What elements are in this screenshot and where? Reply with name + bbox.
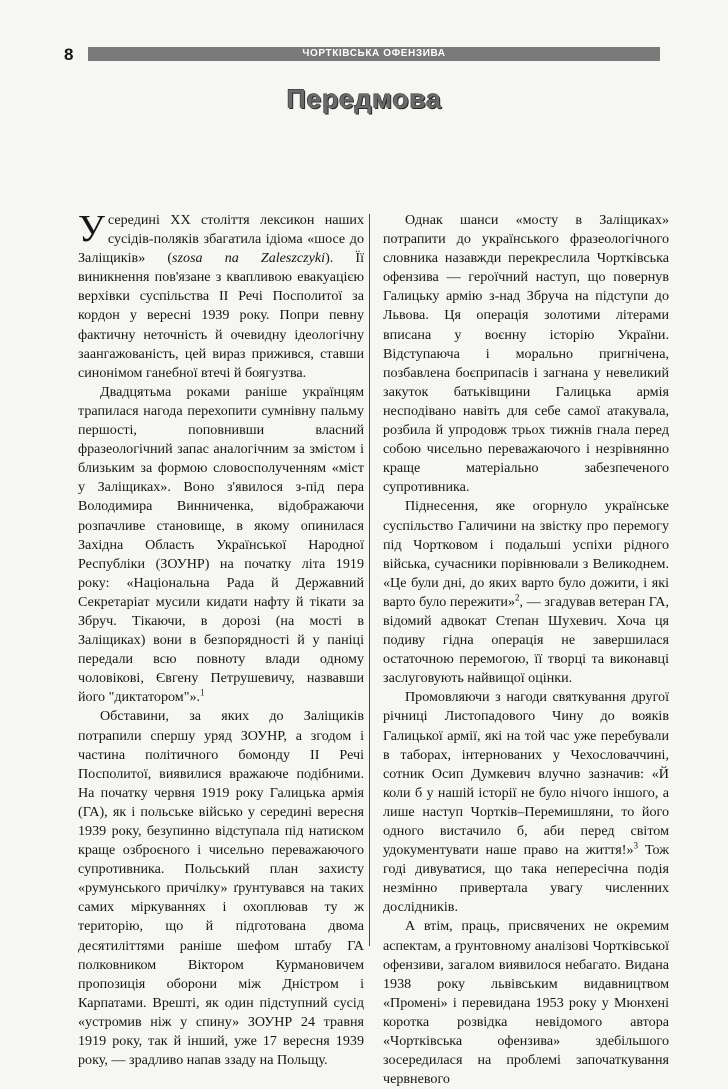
paragraph-text: А втім, праць, присвячених не окремим аспектам, а ґрунтовному аналізові Чортківської офензиви, загалом виявилося небагато. Видана 1938 року львівським видавництвом «Промені» і перевидана 1953 року у Мюнхені коротка розвідка невідомого автора «Чортківська офензива» здебільшого зосередилася на проблемі започаткування червневого <box>383 918 669 1088</box>
paragraph-text: Обставини, за яких до Заліщиків потрапили спершу уряд ЗОУНР, а згодом і частина політичного бомонду ІІ Речі Посполитої, виявилися вражаюче подібними. На початку червня 1919 року Галицька армія (ГА), як і польське військо у середині вересня 1939 року, безупинно відступала під натиском краще озброєного і чисельно переважаючого супротивника. Польський план захисту «румунського причілку» ґрунтувався на таких самих міркуваннях і охоплював ту ж територію, що й підготована двома десятиліттями раніше шефом штабу ГА полковником Віктором Курмановичем пропозиція оборони між Дністром і Карпатами. Врешті, як один підступний сусід «устромив ніж у спину» ЗОУНР 24 травня 1919 року, так й інший, уже 17 вересня 1939 року, — зрадливо напав ззаду на Польщу. <box>78 708 364 1069</box>
left-column <box>78 208 364 1070</box>
footnote-marker: 3 <box>633 840 638 851</box>
paragraph-text: Піднесення, яке огорнуло українське суспільство Галичини на звістку про перемогу під Чортковом і подальші успіхи рідного війська, сучасники порівнювали з Великоднем. «Це були дні, до яких варто було дожити, і які варто було пережити» <box>383 498 669 610</box>
paragraph <box>383 688 669 917</box>
paragraph-text: ). Її виникнення пов'язане з квапливою евакуацією верхівки суспільства ІІ Речі Посполитої за кордон у вересні 1939 року. Попри певну фактичну неточність й очевидну ідеологічну заангажованість, цей вираз прижився, ставши синонімом ганебної втечі й боягузтва. <box>78 250 364 381</box>
right-column <box>383 211 669 1089</box>
paragraph-text: Двадцятьма роками раніше українцям трапилася нагода перехопити сумнівну пальму першості, поповнивши власний фразеологічний запас аналогічним за змістом і близьким за формою словосполученням «міст у Заліщиках». Воно з'явилося з-під пера Володимира Винниченка, відображаючи розпачливе становище, в якому опинилася Західна Область Української Народної Республіки (ЗОУНР) на початку літа 1919 року: «Національна Рада й Державний Секретаріат мусили кидати нафту й тікати за Збруч. Тікаючи, в дорозі (на мості в Заліщиках) вони в безпорядності й у паніці передали всю повноту влади одному чоловікові, Євгену Петрушевичу, назвавши його "диктатором"». <box>78 383 364 706</box>
page-header <box>64 44 660 66</box>
paragraph <box>383 497 669 688</box>
paragraph <box>78 707 364 1070</box>
paragraph <box>78 208 364 383</box>
paragraph <box>78 383 364 708</box>
footnote-marker: 2 <box>515 592 520 603</box>
column-divider <box>369 214 370 946</box>
paragraph-text: Однак шанси «мосту в Заліщиках» потрапити до українського фразеологічного словника назавжди перекреслила Чортківська офензива — героїчний наступ, що повернув Галицьку армію з-над Збруча на підступи до Львова. Ця операція золотими літерами вписана у воєнну історію України. Відступаюча і морально пригнічена, позбавлена боєприпасів і загнана у невеликий закуток батьківщини Галицька армія несподівано навіть для себе самої атакувала, розбила й упродовж трьох тижнів гнала перед собою чисельно переважаючого і незрівнянно краще матеріально забезпеченого супротивника. <box>383 212 669 496</box>
paragraph-text: середині XX століття лексикон наших сусідів-поляків збагатила ідіома «шосе до Заліщиків» ( <box>78 212 364 267</box>
italic-phrase: szosa na Zaleszczyki <box>172 250 326 267</box>
page-title: Передмова <box>286 84 442 114</box>
drop-cap: У <box>78 208 105 250</box>
footnote-marker: 1 <box>200 687 205 698</box>
paragraph-text: , — згадував ветеран ГА, відомий адвокат Степан Шухевич. Хоча ця подиву гідна операція не завершилася остаточною перемогою, її творці та виконавці заслуговують найвищої оцінки. <box>383 593 670 687</box>
paragraph-text: Тож годі дивуватися, що така непересічна подія незмінно привертала увагу численних дослідників. <box>383 842 669 916</box>
running-title: ЧОРТКІВСЬКА ОФЕНЗИВА <box>88 47 660 61</box>
paragraph <box>383 211 669 497</box>
paragraph <box>383 917 669 1089</box>
paragraph-text: Промовляючи з нагоди святкування другої річниці Листопадового Чину до вояків Галицької армії, які на той час уже перебували в таборах, інтернованих у Чехословаччині, сотник Осип Думкевич влучно зазначив: «Й коли б у нашій історії не було нічого іншого, а лише наступ Чортків–Перемишляни, то його одного вистачило б, аби перед світом удокументувати наше право на життя!» <box>383 689 669 859</box>
page-number: 8 <box>64 45 74 64</box>
